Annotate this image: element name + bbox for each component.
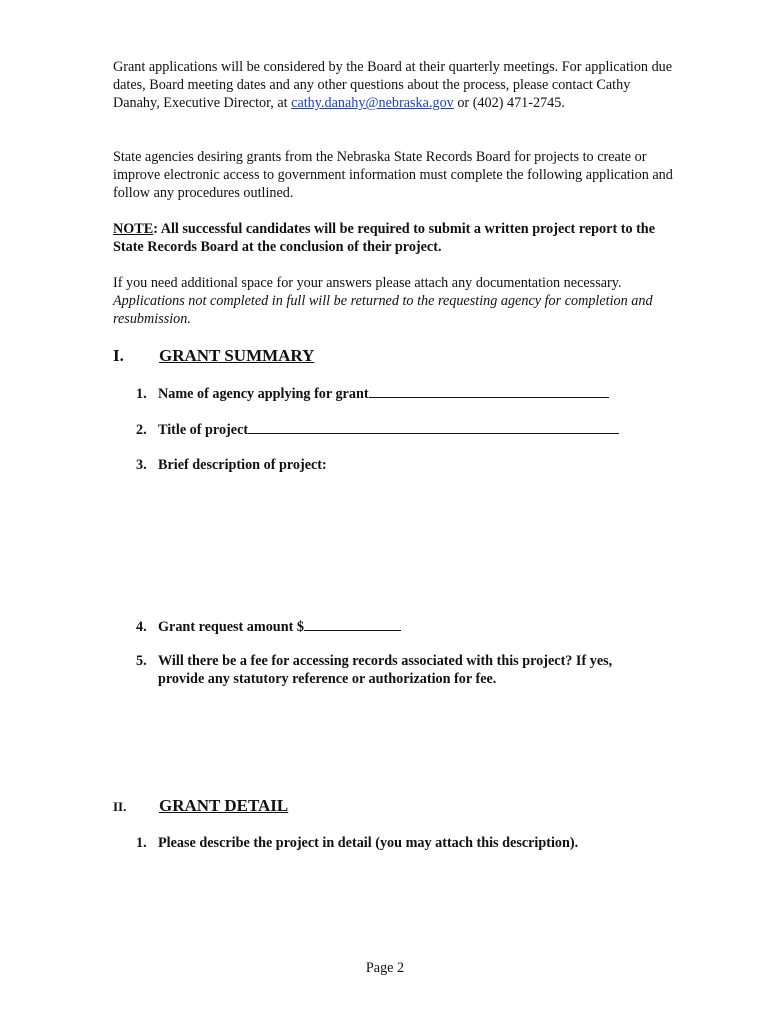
form-item-project-title	[136, 420, 676, 439]
agency-name-field[interactable]	[369, 384, 609, 398]
item-label: Title of project	[158, 422, 249, 438]
intro-paragraph-contact	[113, 58, 673, 112]
section-title: GRANT DETAIL	[159, 796, 289, 815]
additional-space-text: If you need additional space for your answers please attach any documentation necessary.	[113, 275, 622, 291]
note-label: NOTE	[113, 221, 154, 237]
form-item-brief-description	[136, 456, 676, 474]
item-number: 3.	[136, 457, 147, 473]
item-label: Will there be a fee for accessing records associated with this project? If yes,	[158, 653, 613, 669]
project-title-field[interactable]	[248, 420, 619, 434]
grant-amount-field[interactable]	[304, 617, 401, 631]
item-number: 2.	[136, 422, 147, 438]
section-number: I.	[113, 346, 124, 365]
item-number: 4.	[136, 619, 147, 635]
page-number: Page 2	[365, 960, 405, 976]
additional-space-paragraph	[113, 274, 673, 328]
note-paragraph	[113, 220, 673, 256]
intro-paragraph-eligibility: State agencies desiring grants from the Nebraska State Records Board for projects to create or improve electronic access to government information must complete the following application and follow any procedures outlined.	[113, 149, 673, 201]
note-text: : All successful candidates will be required to submit a written project report to the State Records Board at the conclusion of their project.	[113, 221, 655, 255]
contact-email-link[interactable]: cathy.danahy@nebraska.gov	[291, 95, 454, 111]
form-item-agency-name	[136, 384, 676, 403]
form-item-grant-amount	[136, 617, 676, 636]
form-item-project-detail	[136, 834, 676, 852]
item-number: 5.	[136, 653, 147, 669]
item-label: Please describe the project in detail (you may attach this description).	[158, 835, 579, 851]
item-label: Name of agency applying for grant	[158, 386, 369, 402]
form-item-access-fee	[136, 652, 676, 688]
item-number: 1.	[136, 835, 147, 851]
intro-contact-tail: or (402) 471-2745.	[453, 95, 565, 111]
section-heading-grant-summary	[113, 346, 314, 366]
item-label: Brief description of project:	[158, 457, 327, 473]
section-heading-grant-detail	[113, 796, 288, 817]
item-label-continued: provide any statutory reference or authorization for fee.	[158, 671, 497, 687]
item-label: Grant request amount $	[158, 619, 304, 635]
incomplete-warning-text: Applications not completed in full will be returned to the requesting agency for completion and resubmission.	[113, 293, 653, 327]
section-title: GRANT SUMMARY	[159, 346, 315, 365]
item-number: 1.	[136, 386, 147, 402]
intro-contact-text: Grant applications will be considered by the Board at their quarterly meetings. For application due dates, Board meeting dates and any other questions about the process, please contact Cathy Danahy, Executive Director, at	[113, 59, 673, 111]
section-number: II.	[113, 799, 127, 814]
